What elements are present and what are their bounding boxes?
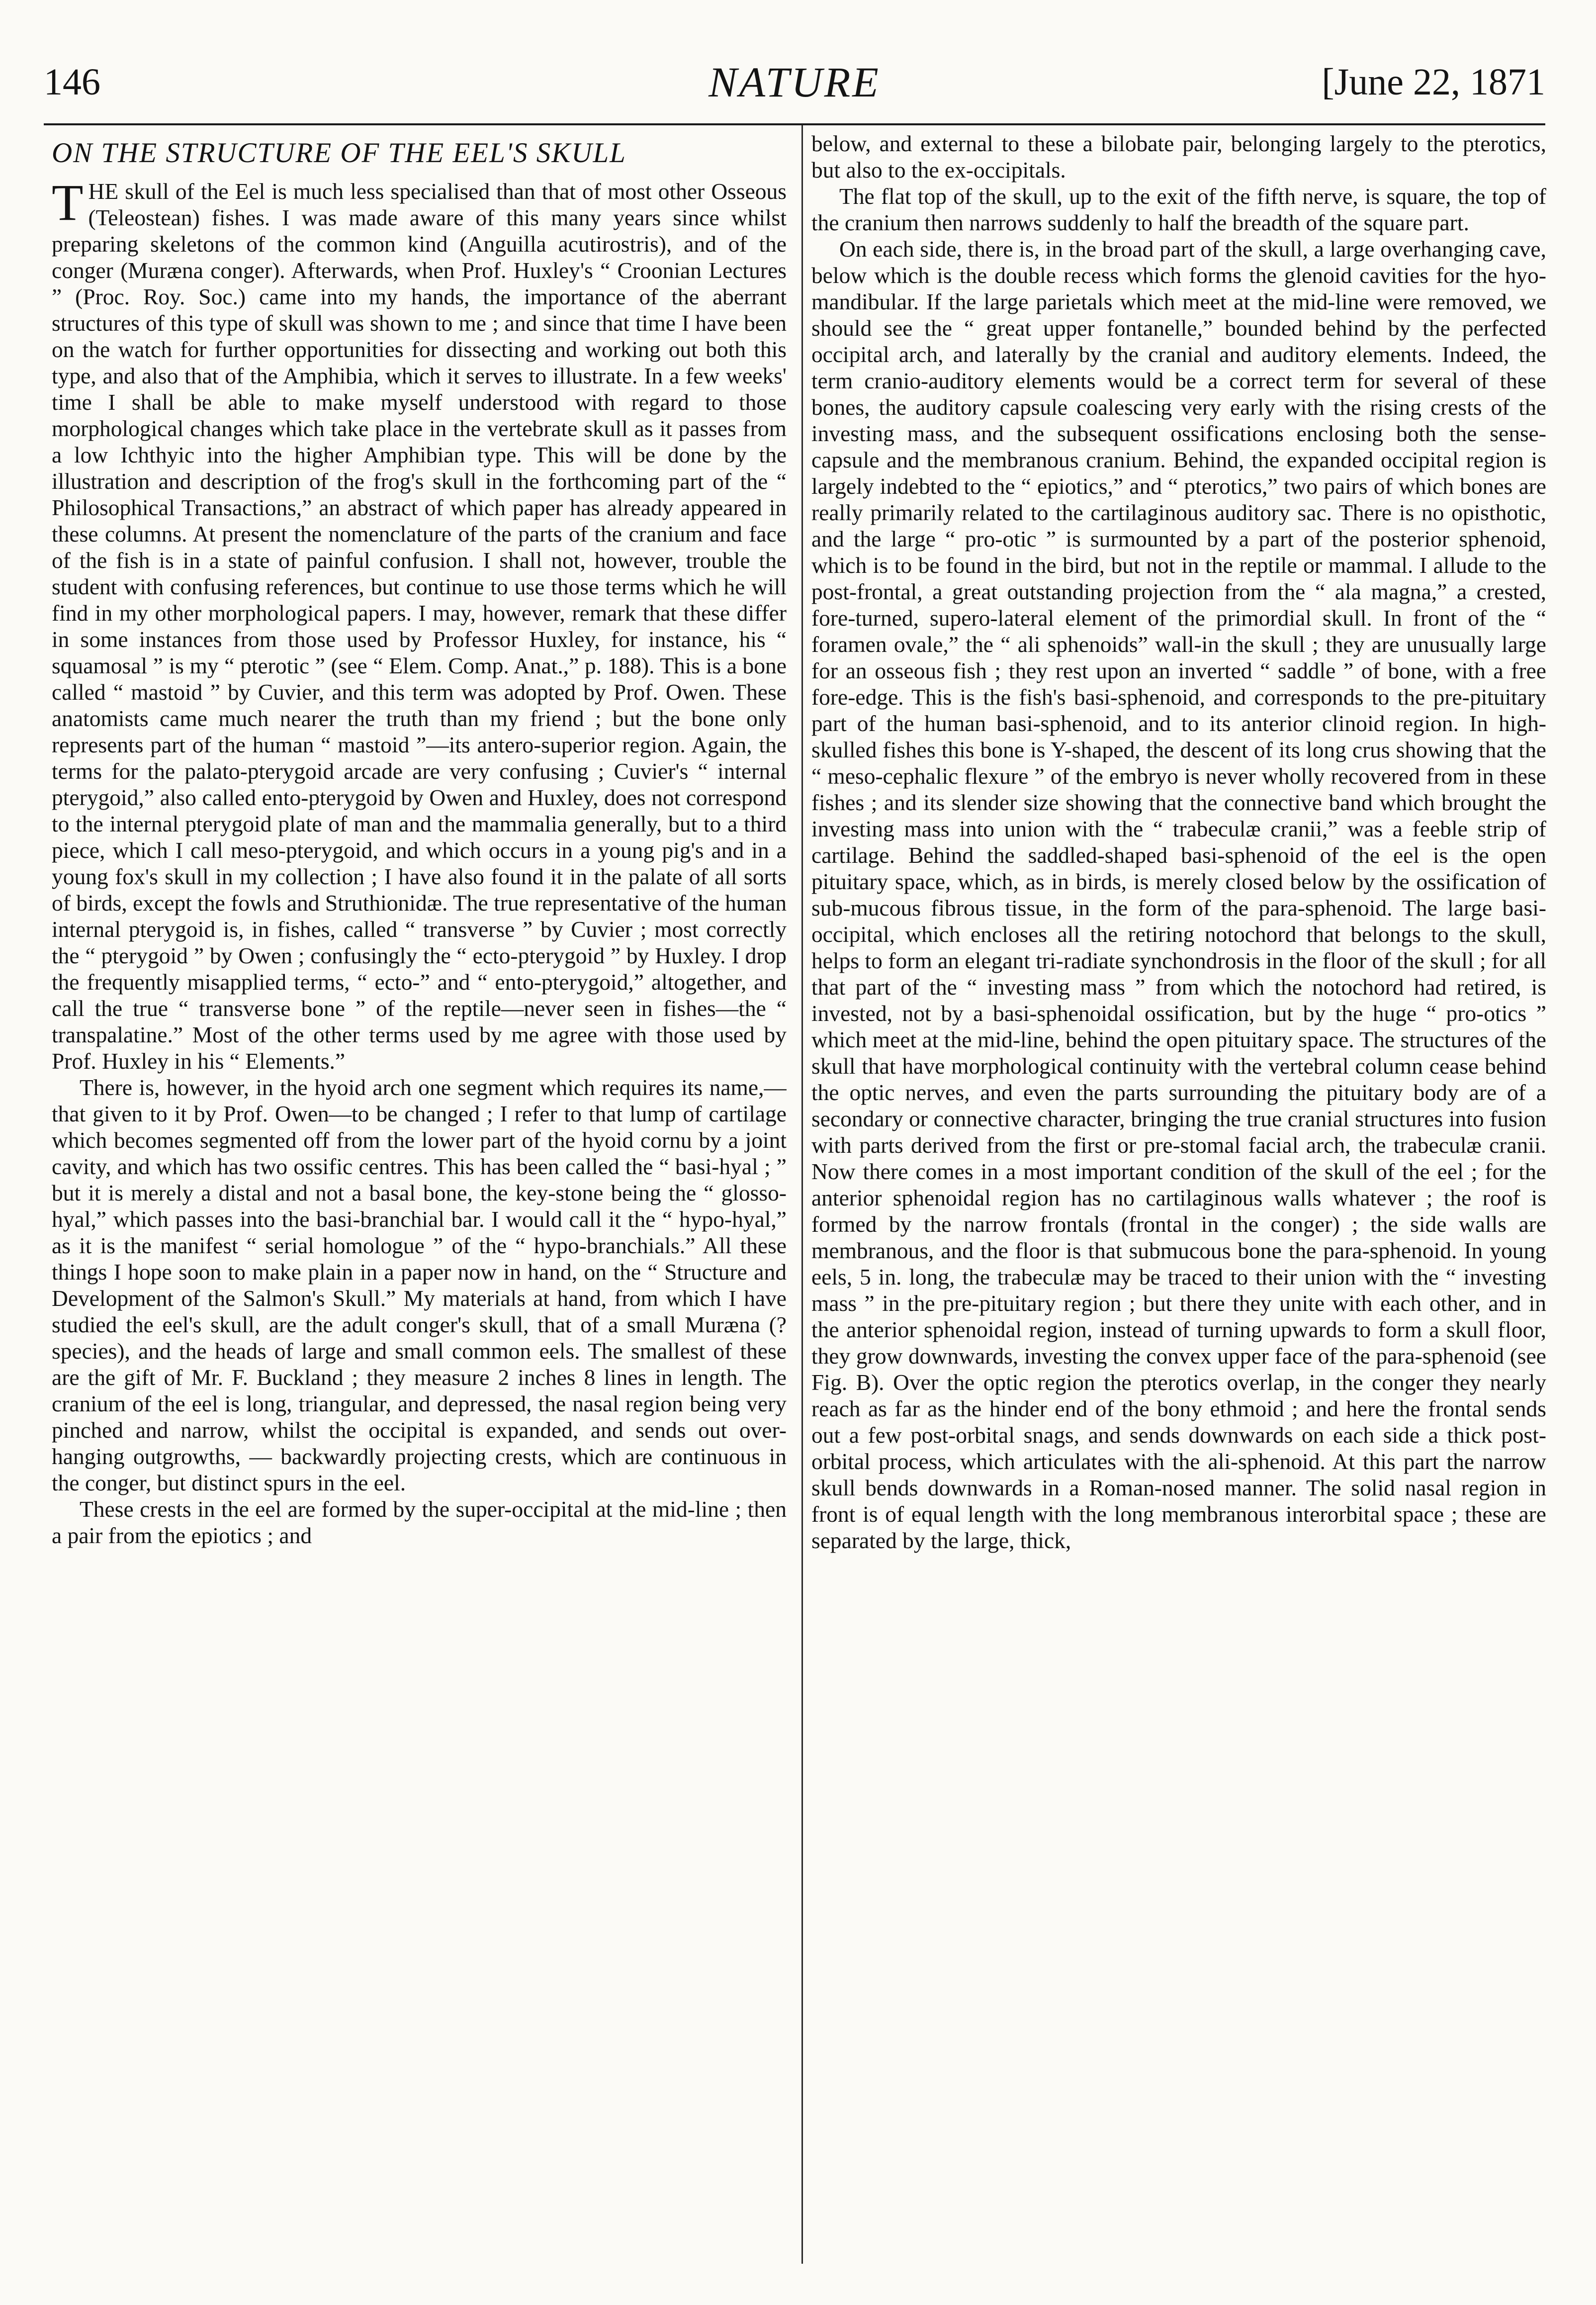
paragraph: These crests in the eel are formed by the super-occipital at the mid-line ; then a pair from the epiotics ; and bbox=[52, 1496, 787, 1548]
paragraph: THE skull of the Eel is much less specialised than that of most other Osseous (Teleostean) fishes. I was made aware of this many years since whilst preparing skeletons of the common kind (Anguilla acutirostris), and of the conger (Muræna conger). Afterwards, when Prof. Huxley's “ Croonian Lectures ” (Proc. Roy. Soc.) came into my hands, the importance of the aberrant structures of this type of skull was shown to me ; and since that time I have been on the watch for further opportunities for dissecting and working out both this type, and also that of the Amphibia, which it serves to illustrate. In a few weeks' time I shall be able to make myself understood with regard to those morphological changes which take place in the vertebrate skull as it passes from a low Ichthyic into the higher Amphibian type. This will be done by the illustration and description of the frog's skull in the forthcoming part of the “ Philosophical Transactions,” an abstract of which paper has already appeared in these columns. At present the nomenclature of the parts of the cranium and face of the fish is in a state of painful confusion. I shall not, however, trouble the student with confusing references, but continue to use those terms which he will find in my other morphological papers. I may, however, remark that these differ in some instances from those used by Professor Huxley, for instance, his “ squamosal ” is my “ pterotic ” (see “ Elem. Comp. Anat.,” p. 188). This is a bone called “ mastoid ” by Cuvier, and this term was adopted by Prof. Owen. These anatomists came much nearer the truth than my friend ; but the bone only represents part of the human “ mastoid ”—its antero-superior region. Again, the terms for the palato-pterygoid arcade are very confusing ; Cuvier's “ internal pterygoid,” also called ento-pterygoid by Owen and Huxley, does not correspond to the internal pterygoid plate of man and the mammalia generally, but to a third piece, which I call meso-pterygoid, and which occurs in a young pig's and in a young fox's skull in my collection ; I have also found it in the palate of all sorts of birds, except the fowls and Struthionidæ. The true representative of the human internal pterygoid is, in fishes, called “ transverse ” by Cuvier ; most correctly the “ pterygoid ” by Owen ; confusingly the “ ecto-pterygoid ” by Huxley. I drop the frequently misapplied terms, “ ecto-” and “ ento-pterygoid,” altogether, and call the true “ transverse bone ” of the reptile—never seen in fishes—the “ transpalatine.” Most of the other terms used by me agree with those used by Prof. Huxley in his “ Elements.” bbox=[52, 174, 787, 1074]
page-header bbox=[44, 45, 1545, 119]
paragraph: There is, however, in the hyoid arch one segment which requires its name,—that given to it by Prof. Owen—to be changed ; I refer to that lump of cartilage which becomes segmented off from the lower part of the hyoid cornu by a joint cavity, and which has two ossific centres. This has been called the “ basi-hyal ; ” but it is merely a distal and not a basal bone, the key-stone being the “ glosso-hyal,” which passes into the basi-branchial bar. I would call it the “ hypo-hyal,” as it is the manifest “ serial homologue ” of the “ hypo-branchials.” All these things I hope soon to make plain in a paper now in hand, on the “ Structure and Development of the Salmon's Skull.” My materials at hand, from which I have studied the eel's skull, are the adult conger's skull, that of a small Muræna (? species), and the heads of large and small common eels. The smallest of these are the gift of Mr. F. Buckland ; they measure 2 inches 8 lines in length. The cranium of the eel is long, triangular, and depressed, the nasal region being very pinched and narrow, whilst the occipital is expanded, and sends out over-hanging outgrowths, — backwardly projecting crests, which are continuous in the conger, but distinct spurs in the eel. bbox=[52, 1075, 787, 1495]
paragraph: On each side, there is, in the broad part of the skull, a large overhanging cave, below which is the double recess which forms the glenoid cavities for the hyo-mandibular. If the large parietals which meet at the mid-line were removed, we should see the “ great upper fontanelle,” bounded behind by the perfected occipital arch, and laterally by the cranial and auditory elements. Indeed, the term cranio-auditory elements would be a correct term for several of these bones, the auditory capsule coalescing very early with the rising crests of the investing mass, and the subsequent ossifications enclosing both the sense-capsule and the membranous cranium. Behind, the expanded occipital region is largely indebted to the “ epiotics,” and “ pterotics,” two pairs of which bones are really primarily related to the cartilaginous auditory sac. There is no opisthotic, and the large “ pro-otic ” is surmounted by a part of the posterior sphenoid, which is to be found in the bird, but not in the reptile or mammal. I allude to the post-frontal, a great outstanding projection from the “ ala magna,” a crested, fore-turned, supero-lateral element of the primordial skull. In front of the “ foramen ovale,” the “ ali sphenoids” wall-in the skull ; they are unusually large for an osseous fish ; they rest upon an inverted “ saddle ” of bone, with a free fore-edge. This is the fish's basi-sphenoid, and corresponds to the pre-pituitary part of the human basi-sphenoid, and to its anterior clinoid region. In high-skulled fishes this bone is Y-shaped, the descent of its long crus showing that the “ meso-cephalic flexure ” of the embryo is never wholly recovered from in these fishes ; and its slender size showing that the connective band which brought the investing mass into union with the “ trabeculæ cranii,” was a feeble strip of cartilage. Behind the saddled-shaped basi-sphenoid of the eel is the open pituitary space, which, as in birds, is merely closed below by the ossification of sub-mucous fibrous tissue, in the form of the para-sphenoid. The large basi-occipital, which encloses all the retiring notochord that belongs to the skull, helps to form an elegant tri-radiate synchondrosis in the floor of the skull ; for all that part of the “ investing mass ” from which the notochord had retired, is invested, not by a basi-sphenoidal ossification, but by the huge “ pro-otics ” which meet at the mid-line, behind the open pituitary space. The structures of the skull that have morphological continuity with the vertebral column cease behind the optic nerves, and even the parts surrounding the pituitary body are of a secondary or connective character, bringing the true cranial structures into fusion with parts derived from the first or pre-stomal facial arch, the trabeculæ cranii. Now there comes in a most important condition of the skull of the eel ; for the anterior sphenoidal region has no cartilaginous walls whatever ; the roof is formed by the narrow frontals (frontal in the conger) ; the side walls are membranous, and the floor is that submucous bone the para-sphenoid. In young eels, 5 in. long, the trabeculæ may be traced to their union with the “ investing mass ” in the pre-pituitary region ; but there they unite with each other, and in the anterior sphenoidal region, instead of turning upwards to form a skull floor, they grow downwards, investing the convex upper face of the para-sphenoid (see Fig. B). Over the optic region the pterotics overlap, in the conger they nearly reach as far as the hinder end of the bony ethmoid ; and here the frontal sends out a few post-orbital snags, and sends downwards on each side a thick post-orbital process, which articulates with the ali-sphenoid. At this part the narrow skull bends downwards in a Roman-nosed manner. The solid nasal region in front is of equal length with the long membranous interorbital space ; these are separated by the large, thick, bbox=[811, 236, 1546, 1553]
header-rule bbox=[44, 123, 1545, 125]
left-column bbox=[52, 130, 787, 2234]
journal-title: NATURE bbox=[709, 58, 881, 106]
article-title: ON THE STRUCTURE OF THE EEL'S SKULL bbox=[52, 137, 626, 169]
column-divider bbox=[801, 125, 803, 2264]
page-number: 146 bbox=[44, 61, 100, 103]
paragraph: The flat top of the skull, up to the exit of the fifth nerve, is square, the top of the cranium then narrows suddenly to half the breadth of the square part. bbox=[811, 184, 1546, 235]
issue-date: [June 22, 1871 bbox=[1322, 61, 1545, 103]
paragraph: below, and external to these a bilobate pair, belonging largely to the pterotics, but also to the ex-occipitals. bbox=[811, 131, 1546, 183]
right-column bbox=[811, 130, 1546, 2234]
